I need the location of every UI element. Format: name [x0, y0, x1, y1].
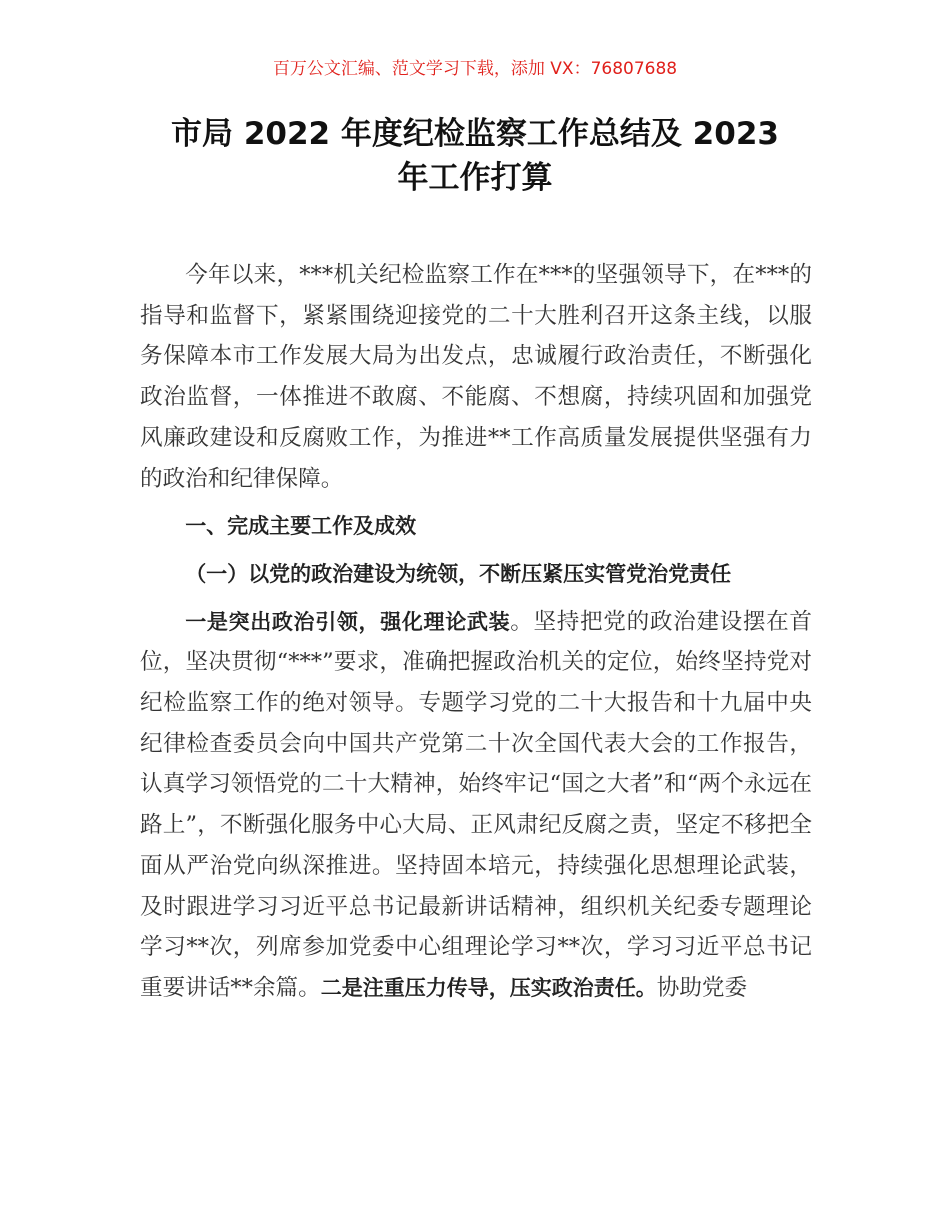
document-title: [120, 112, 830, 200]
subsection-heading-text: （一）以党的政治建设为统领，不断压紧压实管党治党责任: [185, 561, 732, 586]
point-2-lead: 二是注重压力传导，压实政治责任。: [320, 975, 657, 1000]
promo-banner: 百万公文汇编、范文学习下载，添加 VX：76807688: [272, 59, 678, 79]
section-heading: [140, 506, 812, 547]
document-body: [140, 255, 812, 1009]
point-2-text: 协助党委: [656, 974, 748, 1001]
title-line-2: 年工作打算: [397, 160, 553, 196]
subsection-heading: [140, 554, 812, 595]
title-line-1: 市局 2022 年度纪检监察工作总结及 2023: [171, 116, 779, 152]
body-paragraph: [140, 602, 812, 1009]
intro-paragraph: 今年以来，***机关纪检监察工作在***的坚强领导下，在***的指导和监督下，紧紧围绕迎接党的二十大胜利召开这条主线，以服务保障本市工作发展大局为出发点，忠诚履行政治责任，不断强化政治监督，一体推进不敢腐、不能腐、不想腐，持续巩固和加强党风廉政建设和反腐败工作，为推进**工作高质量发展提供坚强有力的政治和纪律保障。: [140, 262, 812, 492]
point-1-text: 。坚持把党的政治建设摆在首位，坚决贯彻“***”要求，准确把握政治机关的定位，始终坚持党对纪检监察工作的绝对领导。专题学习党的二十大报告和十九届中央纪律检查委员会向中国共产党第二十次全国代表大会的工作报告，认真学习领悟党的二十大精神，始终牢记“国之大者”和“两个永远在路上”，不断强化服务中心大局、正风肃纪反腐之责，坚定不移把全面从严治党向纵深推进。坚持固本培元，持续强化思想理论武装，及时跟进学习习近平总书记最新讲话精神，组织机关纪委专题理论学习**次，列席参加党委中心组理论学习**次，学习习近平总书记重要讲话**余篇。: [140, 608, 813, 1001]
section-heading-text: 一、完成主要工作及成效: [185, 514, 417, 539]
point-1-lead: 一是突出政治引领，强化理论武装: [185, 609, 511, 634]
